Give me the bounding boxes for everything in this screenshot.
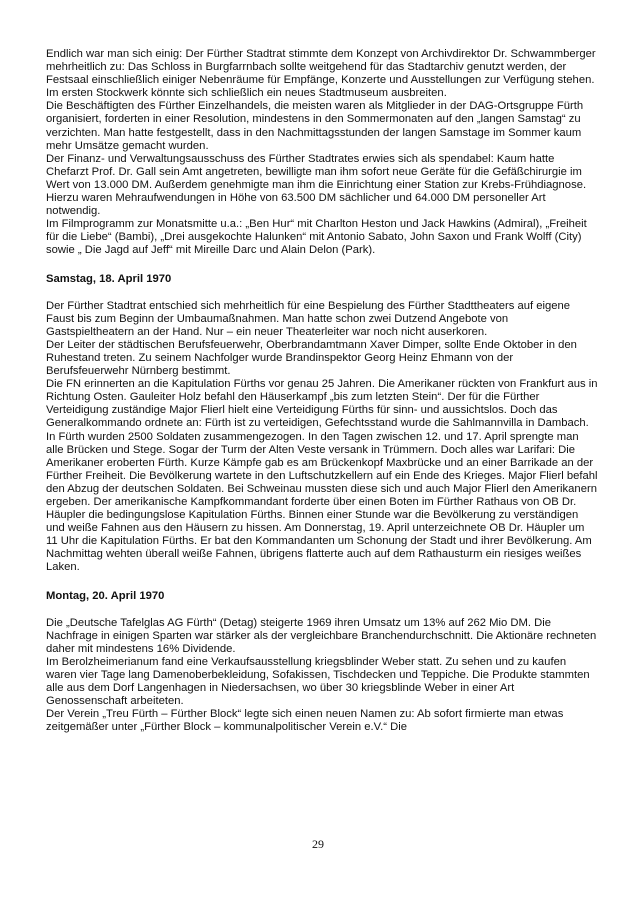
section-intro — [46, 48, 598, 258]
section-heading: Samstag, 18. April 1970 — [46, 272, 172, 285]
paragraph: Die FN erinnerten an die Kapitulation Fürths vor genau 25 Jahren. Die Amerikaner rückten von Frankfurt aus in Richtung Osten. Gauleiter Holz befahl den Häuserkampf „bis zum letzten Stein“. Der für die Fürther Verteidigung zuständige Major Flierl hielt eine Verteidigung Fürths für sinn- und aussichtslos. Doch das Generalkommando ordnete an: Fürth ist zu verteidigen, Gefechtsstand wurde die Sahlmannvilla in Dambach. In Fürth wurden 2500 Soldaten zusammengezogen. In den Tagen zwischen 12. und 17. April sprengte man alle Brücken und Stege. Sogar der Turm der Alten Veste versank in Trümmern. Doch alles war Larifari: Die Amerikaner eroberten Fürth. Kurze Kämpfe gab es am Brückenkopf Maxbrücke und an einer Barrikade an der Fürther Freiheit. Die Bevölkerung wartete in den Luftschutzkellern auf ein Ende des Krieges. Major Flierl befahl den Abzug der deutschen Soldaten. Bei Schweinau mussten diese sich und auch Major Flierl den Amerikanern ergeben. Der amerikanische Kampfkommandant forderte über einen Boten im Fürther Rathaus von OB Dr. Häupler die bedingungslose Kapitulation Fürths. Binnen einer Stunde war die Bevölkerung zu verständigen und weiße Fahnen aus den Häusern zu hissen. Am Donnerstag, 19. April unterzeichnete OB Dr. Häupler um 11 Uhr die Kapitulation Fürths. Er bat den Kommandanten um Schonung der Stadt und ihrer Bevölkerung. Am Nachmittag wehten überall weiße Fahnen, übrigens flatterte auch auf dem Rathausturm ein riesiges weißes Laken. — [46, 378, 598, 574]
section-montag-20-april — [46, 590, 598, 735]
paragraph: Im Filmprogramm zur Monatsmitte u.a.: „Ben Hur“ mit Charlton Heston und Jack Hawkins (Admiral), „Freiheit für die Liebe“ (Bambi), „Drei ausgekochte Halunken“ mit Antonio Sabato, John Saxon und Frank Wolff (City) sowie „ Die Jagd auf Jeff“ mit Mireille Darc und Alain Delon (Park). — [46, 218, 587, 257]
document-body — [46, 48, 598, 735]
paragraph: Die „Deutsche Tafelglas AG Fürth“ (Detag) steigerte 1969 ihren Umsatz um 13% auf 262 Mio DM. Die Nachfrage in einigen Sparten war stärker als der vergleichbare Branchendurchschnitt. Die Aktionäre rechneten daher mit mindestens 16% Dividende. — [46, 616, 597, 655]
section-samstag-18-april — [46, 273, 598, 575]
section-heading: Montag, 20. April 1970 — [46, 589, 165, 602]
paragraph: Die Beschäftigten des Fürther Einzelhandels, die meisten waren als Mitglieder in der DAG-Ortsgruppe Fürth organisiert, forderten in einer Resolution, mindestens in den Sommermonaten auf den „langen Samstag“ zu verzichten. Man hatte festgestellt, dass in den Nachmittagsstunden der langen Samstage im Sommer kaum mehr Umsätze gemacht wurden. — [46, 100, 584, 152]
page-number: 29 — [312, 837, 324, 851]
paragraph: Endlich war man sich einig: Der Fürther Stadtrat stimmte dem Konzept von Archivdirektor Dr. Schwammberger mehrheitlich zu: Das Schloss in Burgfarrnbach sollte weitgehend für das Stadtarchiv genutzt werden, der Festsaal einschließlich einiger Nebenräume für Empfänge, Konzerte und Ausstellungen zur Verfügung stehen. Im ersten Stockwerk könnte sich schließlich ein neues Stadtmuseum ausbreiten. — [46, 48, 596, 100]
paragraph: Der Leiter der städtischen Berufsfeuerwehr, Oberbrandamtmann Xaver Dimper, sollte Ende Oktober in den Ruhestand treten. Zu seinem Nachfolger wurde Brandinspektor Georg Heinz Ehmann von der Berufsfeuerwehr Nürnberg bestimmt. — [46, 338, 577, 378]
paragraph: Der Finanz- und Verwaltungsausschuss des Fürther Stadtrates erwies sich als spendabel: Kaum hatte Chefarzt Prof. Dr. Gall sein Amt angetreten, bewilligte man ihm sofort neue Geräte für die Gefäßchirurgie im Wert von 13.000 DM. Außerdem genehmigte man ihm die Einrichtung einer Station zur Krebs-Frühdiagnose. Hierzu waren Mehraufwendungen in Höhe von 63.500 DM sächlicher und 64.000 DM personeller Art notwendig. — [46, 152, 587, 218]
paragraph: Im Berolzheimerianum fand eine Verkaufsausstellung kriegsblinder Weber statt. Zu sehen und zu kaufen waren vier Tage lang Damenoberbekleidung, Sofakissen, Tischdecken und Teppiche. Die Produkte stammten alle aus dem Dorf Langenhagen in Niedersachsen, wo über 30 kriegsblinde Weber in einer Art Genossenschaft arbeiteten. — [46, 655, 590, 708]
paragraph: Der Verein „Treu Fürth – Fürther Block“ legte sich einen neuen Namen zu: Ab sofort firmierte man etwas zeitgemäßer unter „Fürther Block – kommunalpolitischer Verein e.V.“ Die — [46, 708, 564, 734]
paragraph: Der Fürther Stadtrat entschied sich mehrheitlich für eine Bespielung des Fürther Stadttheaters auf eigene Faust bis zum Beginn der Umbaumaßnahmen. Man hatte schon zwei Dutzend Angebote von Gastspieltheatern an der Hand. Nur – ein neuer Theaterleiter war noch nicht auserkoren. — [46, 299, 571, 338]
